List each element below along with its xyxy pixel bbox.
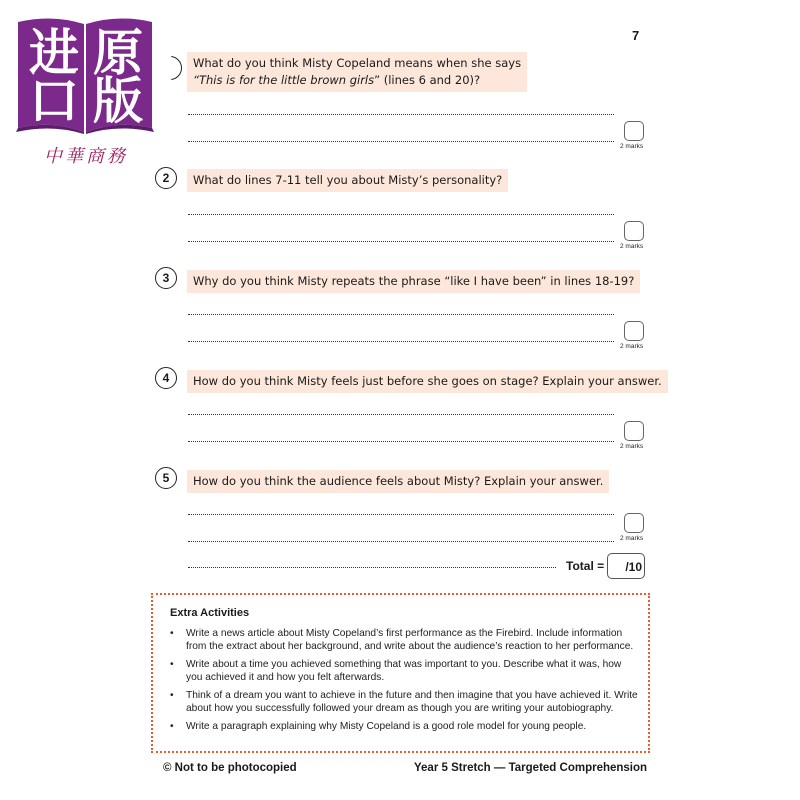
total-score-box[interactable]: /10 bbox=[607, 553, 645, 579]
publisher-logo bbox=[14, 14, 156, 167]
answer-line[interactable] bbox=[188, 441, 614, 442]
marks-box[interactable] bbox=[624, 121, 644, 141]
question-1-prefix: What do you think Misty Copeland means when she says bbox=[193, 56, 522, 70]
list-item-text: Write a paragraph explaining why Misty Copeland is a good role model for young people. bbox=[186, 721, 587, 732]
bullet-icon: • bbox=[170, 690, 174, 701]
total-label: Total = bbox=[566, 559, 605, 573]
marks-label: 2 marks bbox=[620, 443, 644, 450]
bullet-icon: • bbox=[170, 628, 174, 639]
question-number-circle bbox=[158, 56, 182, 80]
answer-line[interactable] bbox=[188, 241, 614, 242]
list-item bbox=[170, 627, 638, 653]
answer-line[interactable] bbox=[188, 341, 614, 342]
marks-label: 2 marks bbox=[620, 243, 644, 250]
question-number: 4 bbox=[155, 367, 177, 389]
answer-line[interactable] bbox=[188, 414, 614, 415]
logo-char-2: 口 bbox=[29, 72, 79, 130]
question-1-suffix: ” (lines 6 and 20)? bbox=[374, 73, 481, 87]
extra-activities-list bbox=[170, 627, 638, 738]
answer-line[interactable] bbox=[188, 541, 614, 542]
question-number: 2 bbox=[155, 167, 177, 189]
bullet-icon: • bbox=[170, 721, 174, 732]
question-4-text: How do you think Misty feels just before she goes on stage? Explain your answer. bbox=[187, 370, 668, 393]
question-2-text: What do lines 7-11 tell you about Misty’s personality? bbox=[187, 169, 508, 192]
logo-char-4: 版 bbox=[93, 72, 143, 130]
question-1-quote: “This is for the little brown girls bbox=[193, 73, 375, 87]
marks-label: 2 marks bbox=[620, 535, 644, 542]
question-3-text: Why do you think Misty repeats the phrase “like I have been” in lines 18-19? bbox=[187, 270, 640, 293]
answer-line[interactable] bbox=[188, 314, 614, 315]
question-5-text: How do you think the audience feels about Misty? Explain your answer. bbox=[187, 470, 609, 493]
answer-line[interactable] bbox=[188, 141, 614, 142]
list-item bbox=[170, 658, 638, 684]
list-item-text: Think of a dream you want to achieve in the future and then imagine that you have achieved it. Write about how you successfully followed your dream as though you are writing your autobiography. bbox=[186, 690, 638, 714]
list-item bbox=[170, 689, 638, 715]
question-number: 3 bbox=[155, 267, 177, 289]
answer-line[interactable] bbox=[188, 214, 614, 215]
question-number: 5 bbox=[155, 467, 177, 489]
answer-line[interactable] bbox=[188, 114, 614, 115]
marks-box[interactable] bbox=[624, 513, 644, 533]
logo-char-1: 进 bbox=[29, 24, 79, 82]
marks-box[interactable] bbox=[624, 421, 644, 441]
extra-activities-title: Extra Activities bbox=[170, 607, 250, 619]
logo-char-3: 原 bbox=[93, 24, 143, 82]
marks-label: 2 marks bbox=[620, 343, 644, 350]
copyright-notice: © Not to be photocopied bbox=[163, 762, 297, 774]
answer-line[interactable] bbox=[188, 567, 556, 568]
logo-subtitle: 中華商務 bbox=[44, 146, 128, 167]
answer-line[interactable] bbox=[188, 514, 614, 515]
question-1-text bbox=[187, 52, 527, 92]
extra-activities-box bbox=[151, 593, 650, 753]
marks-box[interactable] bbox=[624, 221, 644, 241]
marks-box[interactable] bbox=[624, 321, 644, 341]
list-item-text: Write about a time you achieved something that was important to you. Describe what it was, how you achieved it and how you felt afterwards. bbox=[186, 659, 622, 683]
bullet-icon: • bbox=[170, 659, 174, 670]
page-number: 7 bbox=[632, 28, 640, 43]
book-title: Year 5 Stretch — Targeted Comprehension bbox=[414, 762, 648, 774]
list-item-text: Write a news article about Misty Copeland’s first performance as the Firebird. Include information from the extract about her background, and write about the audience’s reaction to her performance. bbox=[186, 628, 634, 652]
list-item bbox=[170, 720, 638, 733]
marks-label: 2 marks bbox=[620, 143, 644, 150]
